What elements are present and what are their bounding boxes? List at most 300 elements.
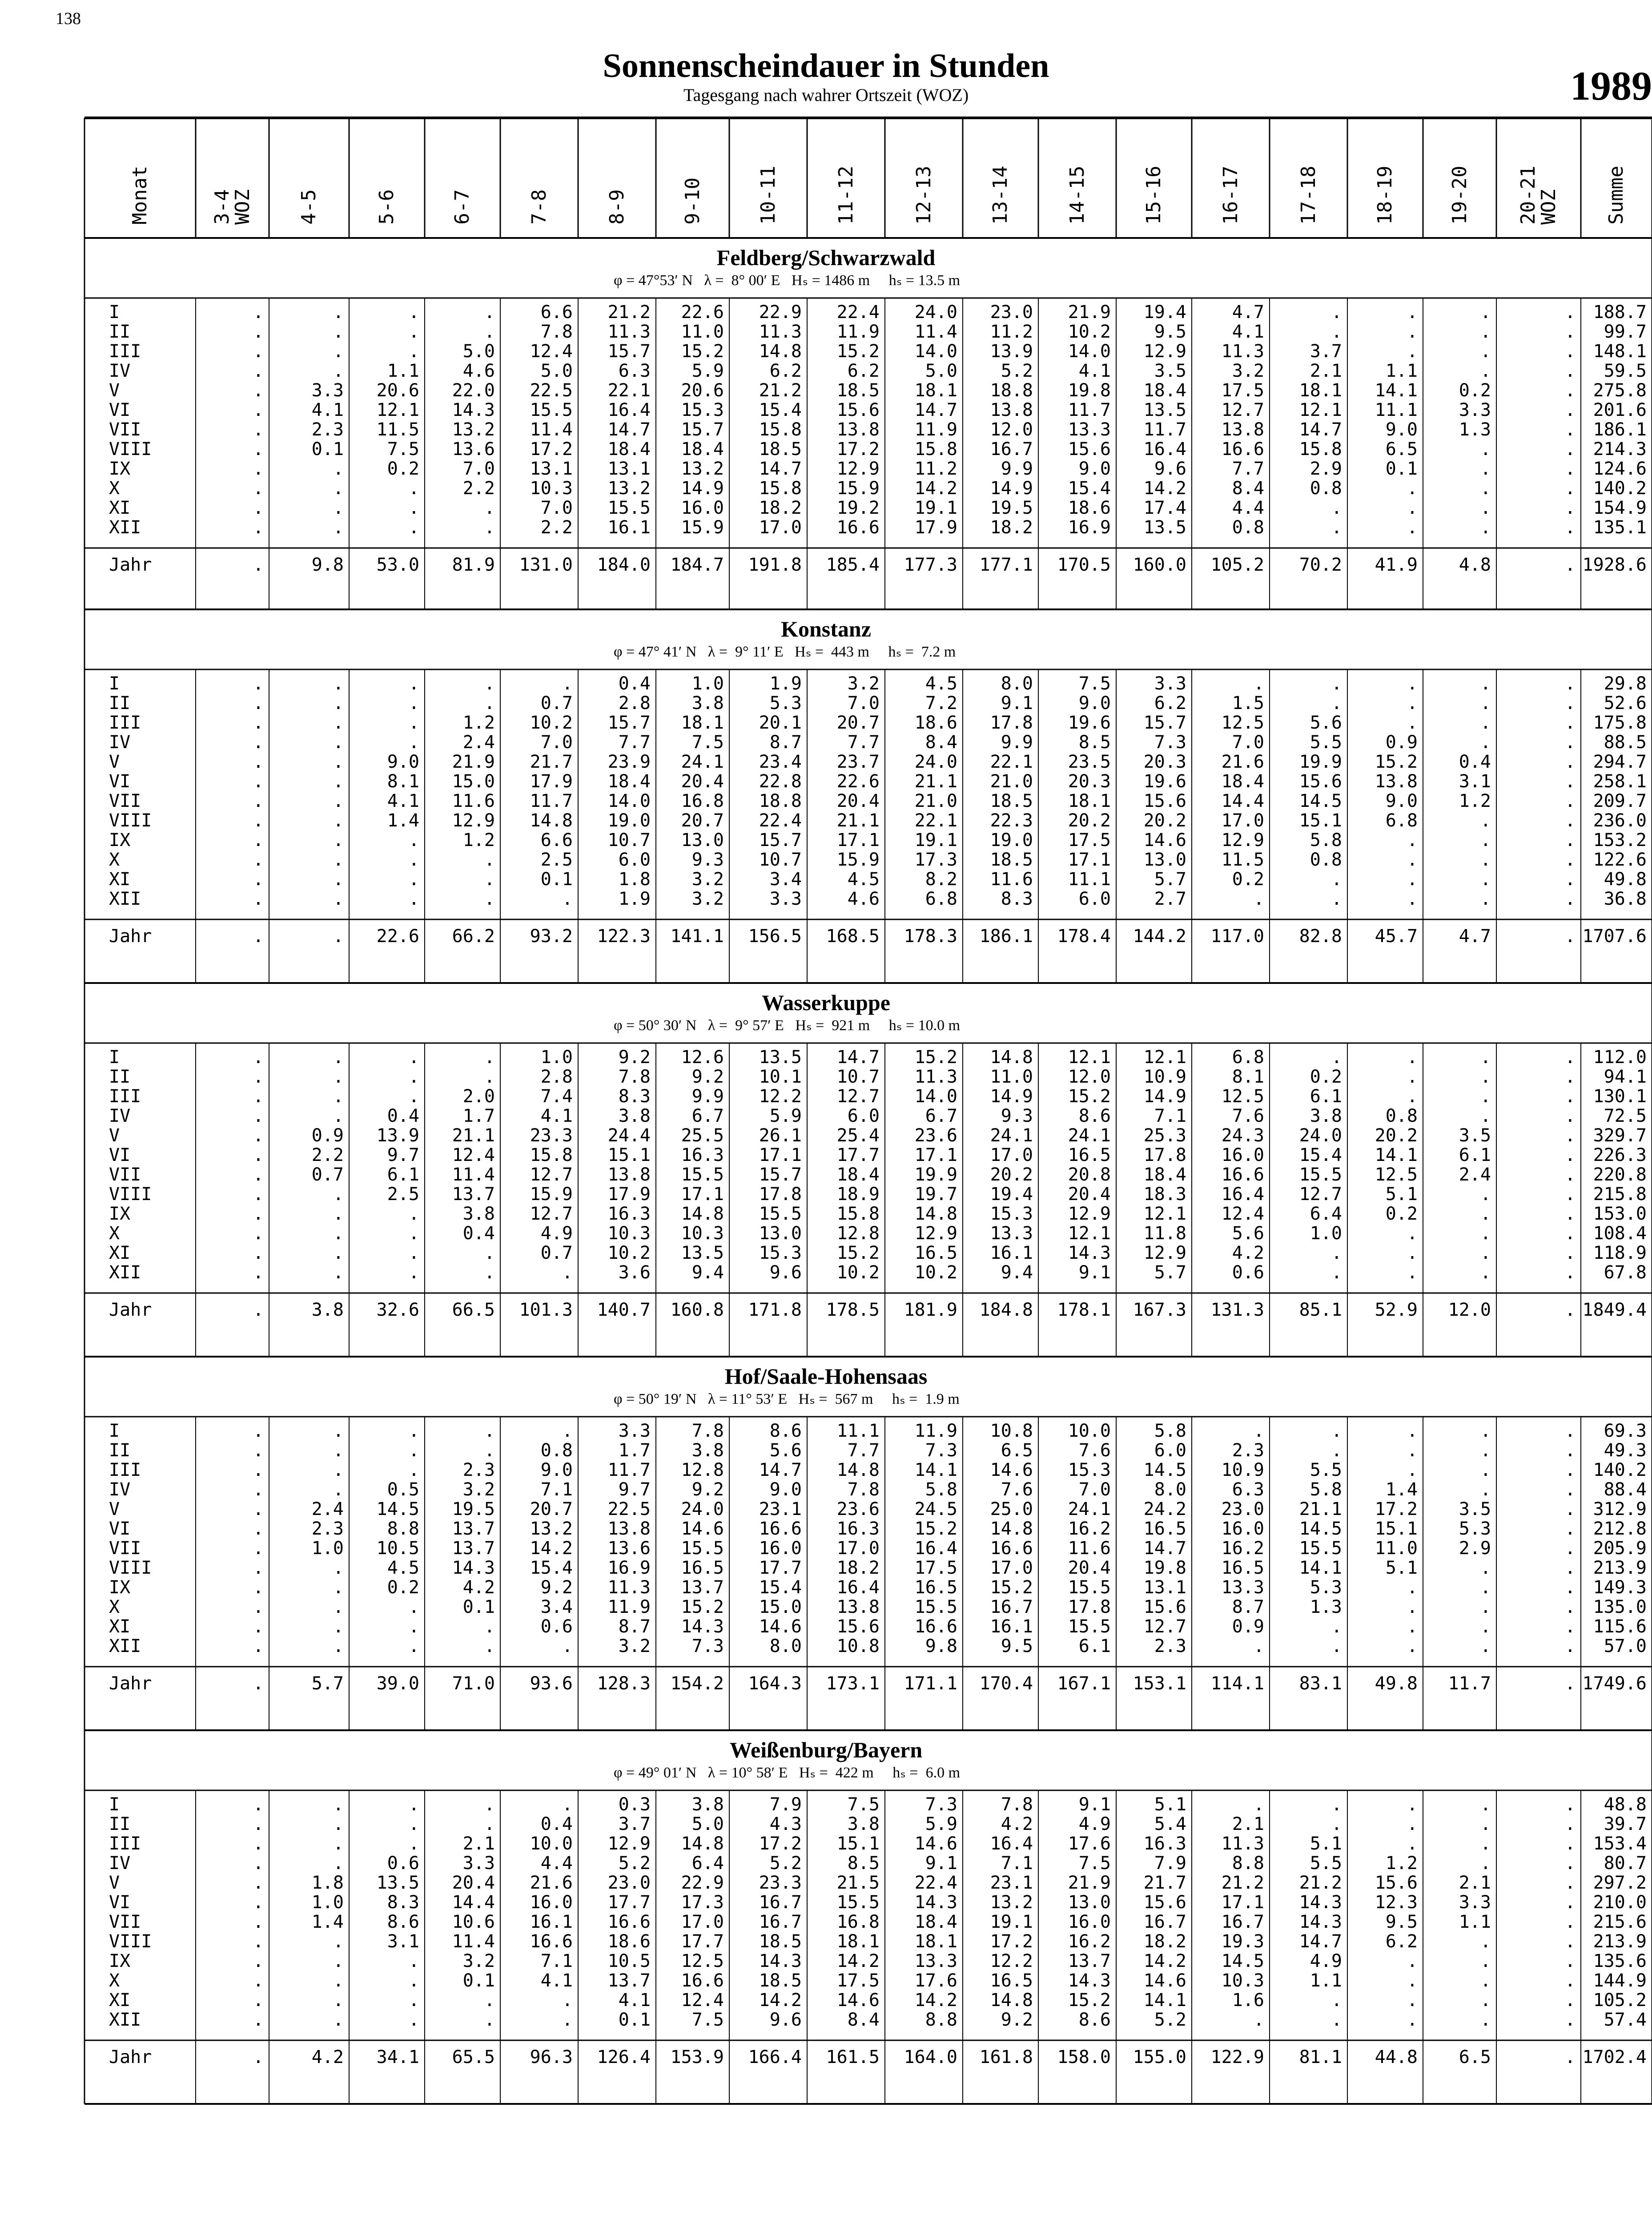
month-label: III <box>109 1460 141 1480</box>
table-cell: 14.0 <box>607 791 651 811</box>
table-cell: 6.5 <box>1385 439 1418 459</box>
table-cell: 14.6 <box>681 1519 724 1539</box>
column-header: 11-12 <box>834 165 857 225</box>
year-total-cell: 185.4 <box>826 555 880 575</box>
table-cell: . <box>1480 1951 1491 1971</box>
table-cell: 19.4 <box>990 1184 1033 1205</box>
table-cell: 7.7 <box>1232 459 1264 479</box>
table-cell: 13.8 <box>1375 771 1418 792</box>
month-label: XII <box>109 2010 141 2030</box>
table-cell: 10.5 <box>376 1538 419 1559</box>
table-cell: 18.8 <box>759 791 802 811</box>
month-label: V <box>109 752 120 772</box>
table-cell: . <box>1564 1912 1576 1932</box>
table-cell: 16.1 <box>990 1243 1033 1263</box>
table-cell: 15.0 <box>759 1597 802 1617</box>
table-cell: 5.1 <box>1385 1558 1418 1578</box>
table-cell: 14.0 <box>1068 341 1111 362</box>
year-total-cell: . <box>1564 926 1576 947</box>
table-cell: 148.1 <box>1593 341 1647 362</box>
table-cell: . <box>333 869 344 890</box>
table-cell: 24.0 <box>914 752 957 772</box>
table-cell: . <box>253 732 264 753</box>
table-cell: . <box>333 791 344 811</box>
table-cell: 14.5 <box>1221 1951 1264 1971</box>
table-cell: . <box>253 1853 264 1873</box>
table-cell: 7.0 <box>1232 732 1264 753</box>
table-cell: 18.1 <box>1299 380 1342 401</box>
table-cell: 15.2 <box>681 1597 724 1617</box>
table-cell: 15.6 <box>1299 771 1342 792</box>
table-cell: . <box>253 1538 264 1559</box>
table-cell: 14.2 <box>530 1538 573 1559</box>
table-cell: 2.8 <box>540 1067 573 1087</box>
table-cell: 18.5 <box>990 850 1033 870</box>
table-cell: 20.4 <box>1068 1558 1111 1578</box>
table-cell: . <box>1564 1145 1576 1165</box>
table-cell: . <box>333 693 344 713</box>
year-total-label: Jahr <box>109 926 152 947</box>
table-cell: . <box>333 1243 344 1263</box>
table-cell: 20.2 <box>1068 810 1111 831</box>
table-cell: 16.4 <box>1143 439 1186 459</box>
table-cell: 10.1 <box>759 1067 802 1087</box>
table-cell: . <box>484 673 495 694</box>
table-cell: . <box>1564 1184 1576 1205</box>
table-cell: 9.6 <box>769 1262 802 1283</box>
table-cell: 13.0 <box>759 1223 802 1244</box>
table-cell: 7.1 <box>540 1479 573 1500</box>
table-cell: 12.4 <box>681 1990 724 2010</box>
table-cell: 9.1 <box>1078 1262 1111 1283</box>
table-cell: 14.3 <box>1068 1970 1111 1991</box>
table-cell: . <box>1480 693 1491 713</box>
year-total-cell: 170.4 <box>979 1673 1033 1694</box>
table-cell: 18.4 <box>1221 771 1264 792</box>
table-cell: . <box>1564 1833 1576 1854</box>
table-cell: . <box>253 1440 264 1461</box>
table-cell: 16.1 <box>607 517 651 538</box>
table-cell: . <box>484 1814 495 1834</box>
table-cell: 48.8 <box>1604 1794 1647 1815</box>
table-cell: 24.1 <box>1068 1125 1111 1146</box>
table-cell: . <box>333 1086 344 1107</box>
table-cell: 220.8 <box>1593 1164 1647 1185</box>
table-cell: 15.8 <box>1299 439 1342 459</box>
table-cell: 15.4 <box>759 400 802 420</box>
table-cell: . <box>1480 1833 1491 1854</box>
year-total-cell: 171.1 <box>904 1673 957 1694</box>
table-cell: 15.0 <box>452 771 495 792</box>
table-cell: 12.8 <box>681 1460 724 1480</box>
table-cell: 15.5 <box>1299 1164 1342 1185</box>
table-cell: 13.0 <box>1068 1892 1111 1913</box>
table-cell: . <box>408 322 419 342</box>
year-total-cell: 105.2 <box>1210 555 1264 575</box>
table-cell: 6.5 <box>1001 1440 1033 1461</box>
table-cell: . <box>1564 810 1576 831</box>
table-cell: 10.3 <box>1221 1970 1264 1991</box>
table-cell: 11.3 <box>1221 1833 1264 1854</box>
table-cell: . <box>253 459 264 479</box>
table-cell: 16.5 <box>681 1558 724 1578</box>
table-cell: 17.0 <box>990 1145 1033 1165</box>
table-cell: 15.9 <box>530 1184 573 1205</box>
table-cell: 14.9 <box>681 478 724 499</box>
table-cell: . <box>1564 713 1576 733</box>
table-cell: 153.4 <box>1593 1833 1647 1854</box>
table-cell: . <box>333 1067 344 1087</box>
month-label: X <box>109 1223 120 1244</box>
table-cell: 9.5 <box>1154 322 1186 342</box>
table-cell: 4.3 <box>769 1814 802 1834</box>
table-cell: 3.3 <box>462 1853 495 1873</box>
table-cell: 18.5 <box>990 791 1033 811</box>
table-cell: 11.3 <box>1221 341 1264 362</box>
table-cell: . <box>1480 889 1491 909</box>
table-cell: 18.5 <box>759 1931 802 1952</box>
table-cell: . <box>408 1990 419 2010</box>
table-cell: 14.8 <box>990 1047 1033 1068</box>
year-total-cell: 153.9 <box>670 2047 724 2067</box>
table-cell: 9.0 <box>387 752 419 772</box>
column-header: 10-11 <box>756 165 780 225</box>
table-cell: 21.6 <box>530 1873 573 1893</box>
table-cell: 140.2 <box>1593 478 1647 499</box>
table-cell: 186.1 <box>1593 419 1647 440</box>
table-cell: 49.3 <box>1604 1440 1647 1461</box>
table-cell: 15.2 <box>914 1519 957 1539</box>
table-cell: 13.6 <box>452 439 495 459</box>
table-cell: 14.1 <box>914 1460 957 1480</box>
table-cell: . <box>333 341 344 362</box>
table-cell: 8.0 <box>1154 1479 1186 1500</box>
table-cell: 14.6 <box>990 1460 1033 1480</box>
table-cell: 0.2 <box>1232 869 1264 890</box>
table-cell: 3.7 <box>618 1814 651 1834</box>
table-cell: 13.2 <box>990 1892 1033 1913</box>
table-cell: 0.5 <box>387 1479 419 1500</box>
table-cell: 15.1 <box>836 1833 880 1854</box>
table-cell: . <box>408 302 419 322</box>
table-cell: 17.3 <box>914 850 957 870</box>
table-cell: 7.4 <box>540 1086 573 1107</box>
year-total-cell: 178.3 <box>904 926 957 947</box>
table-cell: . <box>1253 1794 1264 1815</box>
table-cell: . <box>1480 1243 1491 1263</box>
table-cell: 16.3 <box>1143 1833 1186 1854</box>
table-cell: 4.1 <box>1078 361 1111 381</box>
table-cell: 22.9 <box>759 302 802 322</box>
table-cell: . <box>1564 1597 1576 1617</box>
year-total-cell: 11.7 <box>1448 1673 1491 1694</box>
table-cell: . <box>1331 302 1342 322</box>
table-cell: 16.4 <box>836 1577 880 1598</box>
table-cell: 21.0 <box>914 791 957 811</box>
table-cell: 5.6 <box>1232 1223 1264 1244</box>
year-total-cell: 122.9 <box>1210 2047 1264 2067</box>
table-cell: 15.1 <box>1375 1519 1418 1539</box>
table-cell: 0.8 <box>540 1440 573 1461</box>
table-cell: 18.1 <box>914 1931 957 1952</box>
table-cell: . <box>1564 1814 1576 1834</box>
table-cell: . <box>1407 1814 1418 1834</box>
table-cell: . <box>333 1479 344 1500</box>
table-cell: 7.5 <box>691 732 724 753</box>
table-cell: . <box>1480 1067 1491 1087</box>
table-cell: . <box>253 498 264 518</box>
table-cell: 1.8 <box>311 1873 344 1893</box>
column-header: 4-5 <box>297 189 320 225</box>
table-cell: 7.3 <box>925 1794 957 1815</box>
table-cell: 15.4 <box>530 1558 573 1578</box>
table-cell: 11.6 <box>1068 1538 1111 1559</box>
table-cell: 108.4 <box>1593 1223 1647 1244</box>
table-cell: . <box>1331 1262 1342 1283</box>
table-cell: 4.5 <box>387 1558 419 1578</box>
table-cell: . <box>333 459 344 479</box>
table-cell: 7.0 <box>1078 1479 1111 1500</box>
table-cell: . <box>253 1047 264 1068</box>
table-cell: 8.0 <box>769 1636 802 1656</box>
table-cell: . <box>1564 752 1576 772</box>
table-cell: 11.6 <box>452 791 495 811</box>
table-cell: 9.9 <box>1001 459 1033 479</box>
year-total-cell: 93.6 <box>530 1673 573 1694</box>
year-total-cell: 181.9 <box>904 1300 957 1320</box>
table-cell: 11.7 <box>1143 419 1186 440</box>
table-cell: 1.8 <box>618 869 651 890</box>
table-cell: 15.3 <box>1068 1460 1111 1480</box>
table-cell: 22.6 <box>681 302 724 322</box>
table-cell: 8.4 <box>1232 478 1264 499</box>
table-cell: . <box>408 1067 419 1087</box>
column-header: 20-21 WOZ <box>1517 165 1560 225</box>
table-cell: 19.9 <box>1299 752 1342 772</box>
table-cell: . <box>333 850 344 870</box>
table-cell: 57.0 <box>1604 1636 1647 1656</box>
table-cell: 9.0 <box>1078 693 1111 713</box>
table-cell: . <box>253 1931 264 1952</box>
table-cell: 2.4 <box>462 732 495 753</box>
table-cell: 14.7 <box>836 1047 880 1068</box>
table-cell: . <box>333 1047 344 1068</box>
station-title: Konstanz <box>781 616 871 641</box>
table-cell: . <box>484 1990 495 2010</box>
table-cell: 11.1 <box>1375 400 1418 420</box>
table-cell: 9.3 <box>1001 1106 1033 1126</box>
table-cell: . <box>1564 361 1576 381</box>
table-cell: 15.2 <box>1068 1990 1111 2010</box>
year-total-cell: 22.6 <box>376 926 419 947</box>
year-total-cell: 44.8 <box>1375 2047 1418 2067</box>
table-cell: 258.1 <box>1593 771 1647 792</box>
year-total-cell: 160.8 <box>670 1300 724 1320</box>
table-cell: . <box>1564 478 1576 499</box>
table-cell: . <box>253 419 264 440</box>
table-cell: . <box>253 1616 264 1637</box>
table-cell: . <box>1480 1558 1491 1578</box>
table-cell: . <box>253 1970 264 1991</box>
table-cell: 8.8 <box>387 1519 419 1539</box>
table-cell: 13.1 <box>1143 1577 1186 1598</box>
table-cell: 17.1 <box>914 1145 957 1165</box>
table-cell: 3.8 <box>1310 1106 1342 1126</box>
table-cell: 22.1 <box>914 810 957 831</box>
table-cell: . <box>253 322 264 342</box>
table-cell: . <box>253 1912 264 1932</box>
table-cell: 16.4 <box>607 400 651 420</box>
table-cell: 15.4 <box>1068 478 1111 499</box>
table-cell: 14.8 <box>681 1833 724 1854</box>
month-label: IX <box>109 1577 131 1598</box>
table-cell: 15.5 <box>530 400 573 420</box>
table-cell: 25.0 <box>990 1499 1033 1519</box>
table-cell: 20.3 <box>1143 752 1186 772</box>
table-cell: 0.8 <box>1232 517 1264 538</box>
month-label: IV <box>109 1106 131 1126</box>
year-total-cell: 114.1 <box>1210 1673 1264 1694</box>
table-cell: 8.1 <box>387 771 419 792</box>
table-cell: . <box>1407 1636 1418 1656</box>
table-cell: . <box>1564 1223 1576 1244</box>
table-cell: 3.8 <box>462 1204 495 1224</box>
table-cell: 5.8 <box>925 1479 957 1500</box>
table-cell: 14.7 <box>759 459 802 479</box>
table-cell: . <box>333 752 344 772</box>
table-cell: . <box>1480 713 1491 733</box>
table-cell: . <box>1407 889 1418 909</box>
table-cell: 10.2 <box>1068 322 1111 342</box>
table-cell: 209.7 <box>1593 791 1647 811</box>
table-cell: 15.7 <box>1143 713 1186 733</box>
table-cell: 13.5 <box>376 1873 419 1893</box>
table-cell: 59.5 <box>1604 361 1647 381</box>
table-cell: 4.5 <box>847 869 880 890</box>
table-cell: 0.1 <box>462 1970 495 1991</box>
table-cell: 5.0 <box>691 1814 724 1834</box>
table-cell: . <box>1564 791 1576 811</box>
table-cell: 16.3 <box>681 1145 724 1165</box>
table-cell: 13.5 <box>759 1047 802 1068</box>
table-cell: 2.1 <box>1459 1873 1491 1893</box>
table-cell: . <box>1564 302 1576 322</box>
table-cell: 14.8 <box>990 1519 1033 1539</box>
table-cell: 15.5 <box>914 1597 957 1617</box>
table-cell: 18.4 <box>681 439 724 459</box>
table-cell: 18.2 <box>759 498 802 518</box>
table-cell: 17.7 <box>607 1892 651 1913</box>
table-cell: 7.0 <box>462 459 495 479</box>
table-cell: 14.6 <box>914 1833 957 1854</box>
year-total-cell: 167.1 <box>1057 1673 1111 1694</box>
table-cell: 6.6 <box>540 830 573 850</box>
column-header: Summe <box>1605 165 1628 225</box>
table-cell: 23.0 <box>990 302 1033 322</box>
table-cell: 4.1 <box>311 400 344 420</box>
year-total-cell: 155.0 <box>1133 2047 1186 2067</box>
table-cell: 17.5 <box>1221 380 1264 401</box>
table-cell: 9.0 <box>1385 419 1418 440</box>
table-cell: . <box>1480 517 1491 538</box>
table-cell: 20.6 <box>376 380 419 401</box>
table-cell: 7.5 <box>387 439 419 459</box>
month-label: IX <box>109 1204 131 1224</box>
table-cell: 0.2 <box>387 459 419 479</box>
table-cell: . <box>1331 693 1342 713</box>
column-header: 3-4 WOZ <box>210 189 254 225</box>
year-total-cell: . <box>253 1673 264 1694</box>
table-cell: 8.6 <box>1078 2010 1111 2030</box>
table-cell: . <box>1480 732 1491 753</box>
year-total-cell: 71.0 <box>452 1673 495 1694</box>
table-cell: 6.1 <box>1078 1636 1111 1656</box>
table-cell: 15.4 <box>759 1577 802 1598</box>
month-label: IX <box>109 459 131 479</box>
table-cell: 14.7 <box>759 1460 802 1480</box>
table-cell: . <box>1564 419 1576 440</box>
station-coordinates: φ = 50° 19′ N λ = 11° 53′ E Hₛ = 567 m hₛ = 1.9 m <box>614 1391 960 1407</box>
table-cell: 17.0 <box>759 517 802 538</box>
year-total-cell: 131.0 <box>519 555 573 575</box>
table-cell: 7.9 <box>1154 1853 1186 1873</box>
table-cell: 17.8 <box>1068 1597 1111 1617</box>
table-cell: . <box>408 1262 419 1283</box>
table-cell: 7.6 <box>1001 1479 1033 1500</box>
table-cell: 23.7 <box>836 752 880 772</box>
table-cell: 11.2 <box>914 459 957 479</box>
table-cell: 8.7 <box>1232 1597 1264 1617</box>
table-cell: . <box>333 1262 344 1283</box>
table-cell: . <box>1564 439 1576 459</box>
table-cell: 0.9 <box>1385 732 1418 753</box>
table-cell: 3.7 <box>1310 341 1342 362</box>
column-header: 14-15 <box>1065 165 1089 225</box>
table-cell: 13.8 <box>836 419 880 440</box>
table-cell: 14.3 <box>1068 1243 1111 1263</box>
month-label: V <box>109 1873 120 1893</box>
year-total-cell: . <box>1564 555 1576 575</box>
table-cell: 0.8 <box>1310 850 1342 870</box>
year-total-cell: 1849.4 <box>1582 1300 1647 1320</box>
table-cell: 11.9 <box>836 322 880 342</box>
table-cell: 1.9 <box>769 673 802 694</box>
table-cell: 20.2 <box>990 1164 1033 1185</box>
year-total-label: Jahr <box>109 1300 152 1320</box>
table-cell: 13.5 <box>1143 400 1186 420</box>
table-cell: 16.6 <box>681 1970 724 1991</box>
table-cell: . <box>1564 1243 1576 1263</box>
table-cell: 7.7 <box>847 732 880 753</box>
table-cell: 24.4 <box>607 1125 651 1146</box>
table-cell: . <box>1564 1519 1576 1539</box>
table-cell: . <box>253 380 264 401</box>
month-label: VIII <box>109 810 152 831</box>
table-cell: . <box>1407 2010 1418 2030</box>
table-cell: . <box>1564 732 1576 753</box>
table-cell: 8.1 <box>1232 1067 1264 1087</box>
table-cell: . <box>253 1164 264 1185</box>
table-cell: 124.6 <box>1593 459 1647 479</box>
table-cell: 16.1 <box>530 1912 573 1932</box>
table-cell: . <box>333 361 344 381</box>
table-cell: 8.7 <box>618 1616 651 1637</box>
table-cell: 10.8 <box>836 1636 880 1656</box>
table-cell: 16.6 <box>759 1519 802 1539</box>
year-total-cell: 65.5 <box>452 2047 495 2067</box>
month-label: VIII <box>109 1931 152 1952</box>
table-cell: . <box>408 1047 419 1068</box>
